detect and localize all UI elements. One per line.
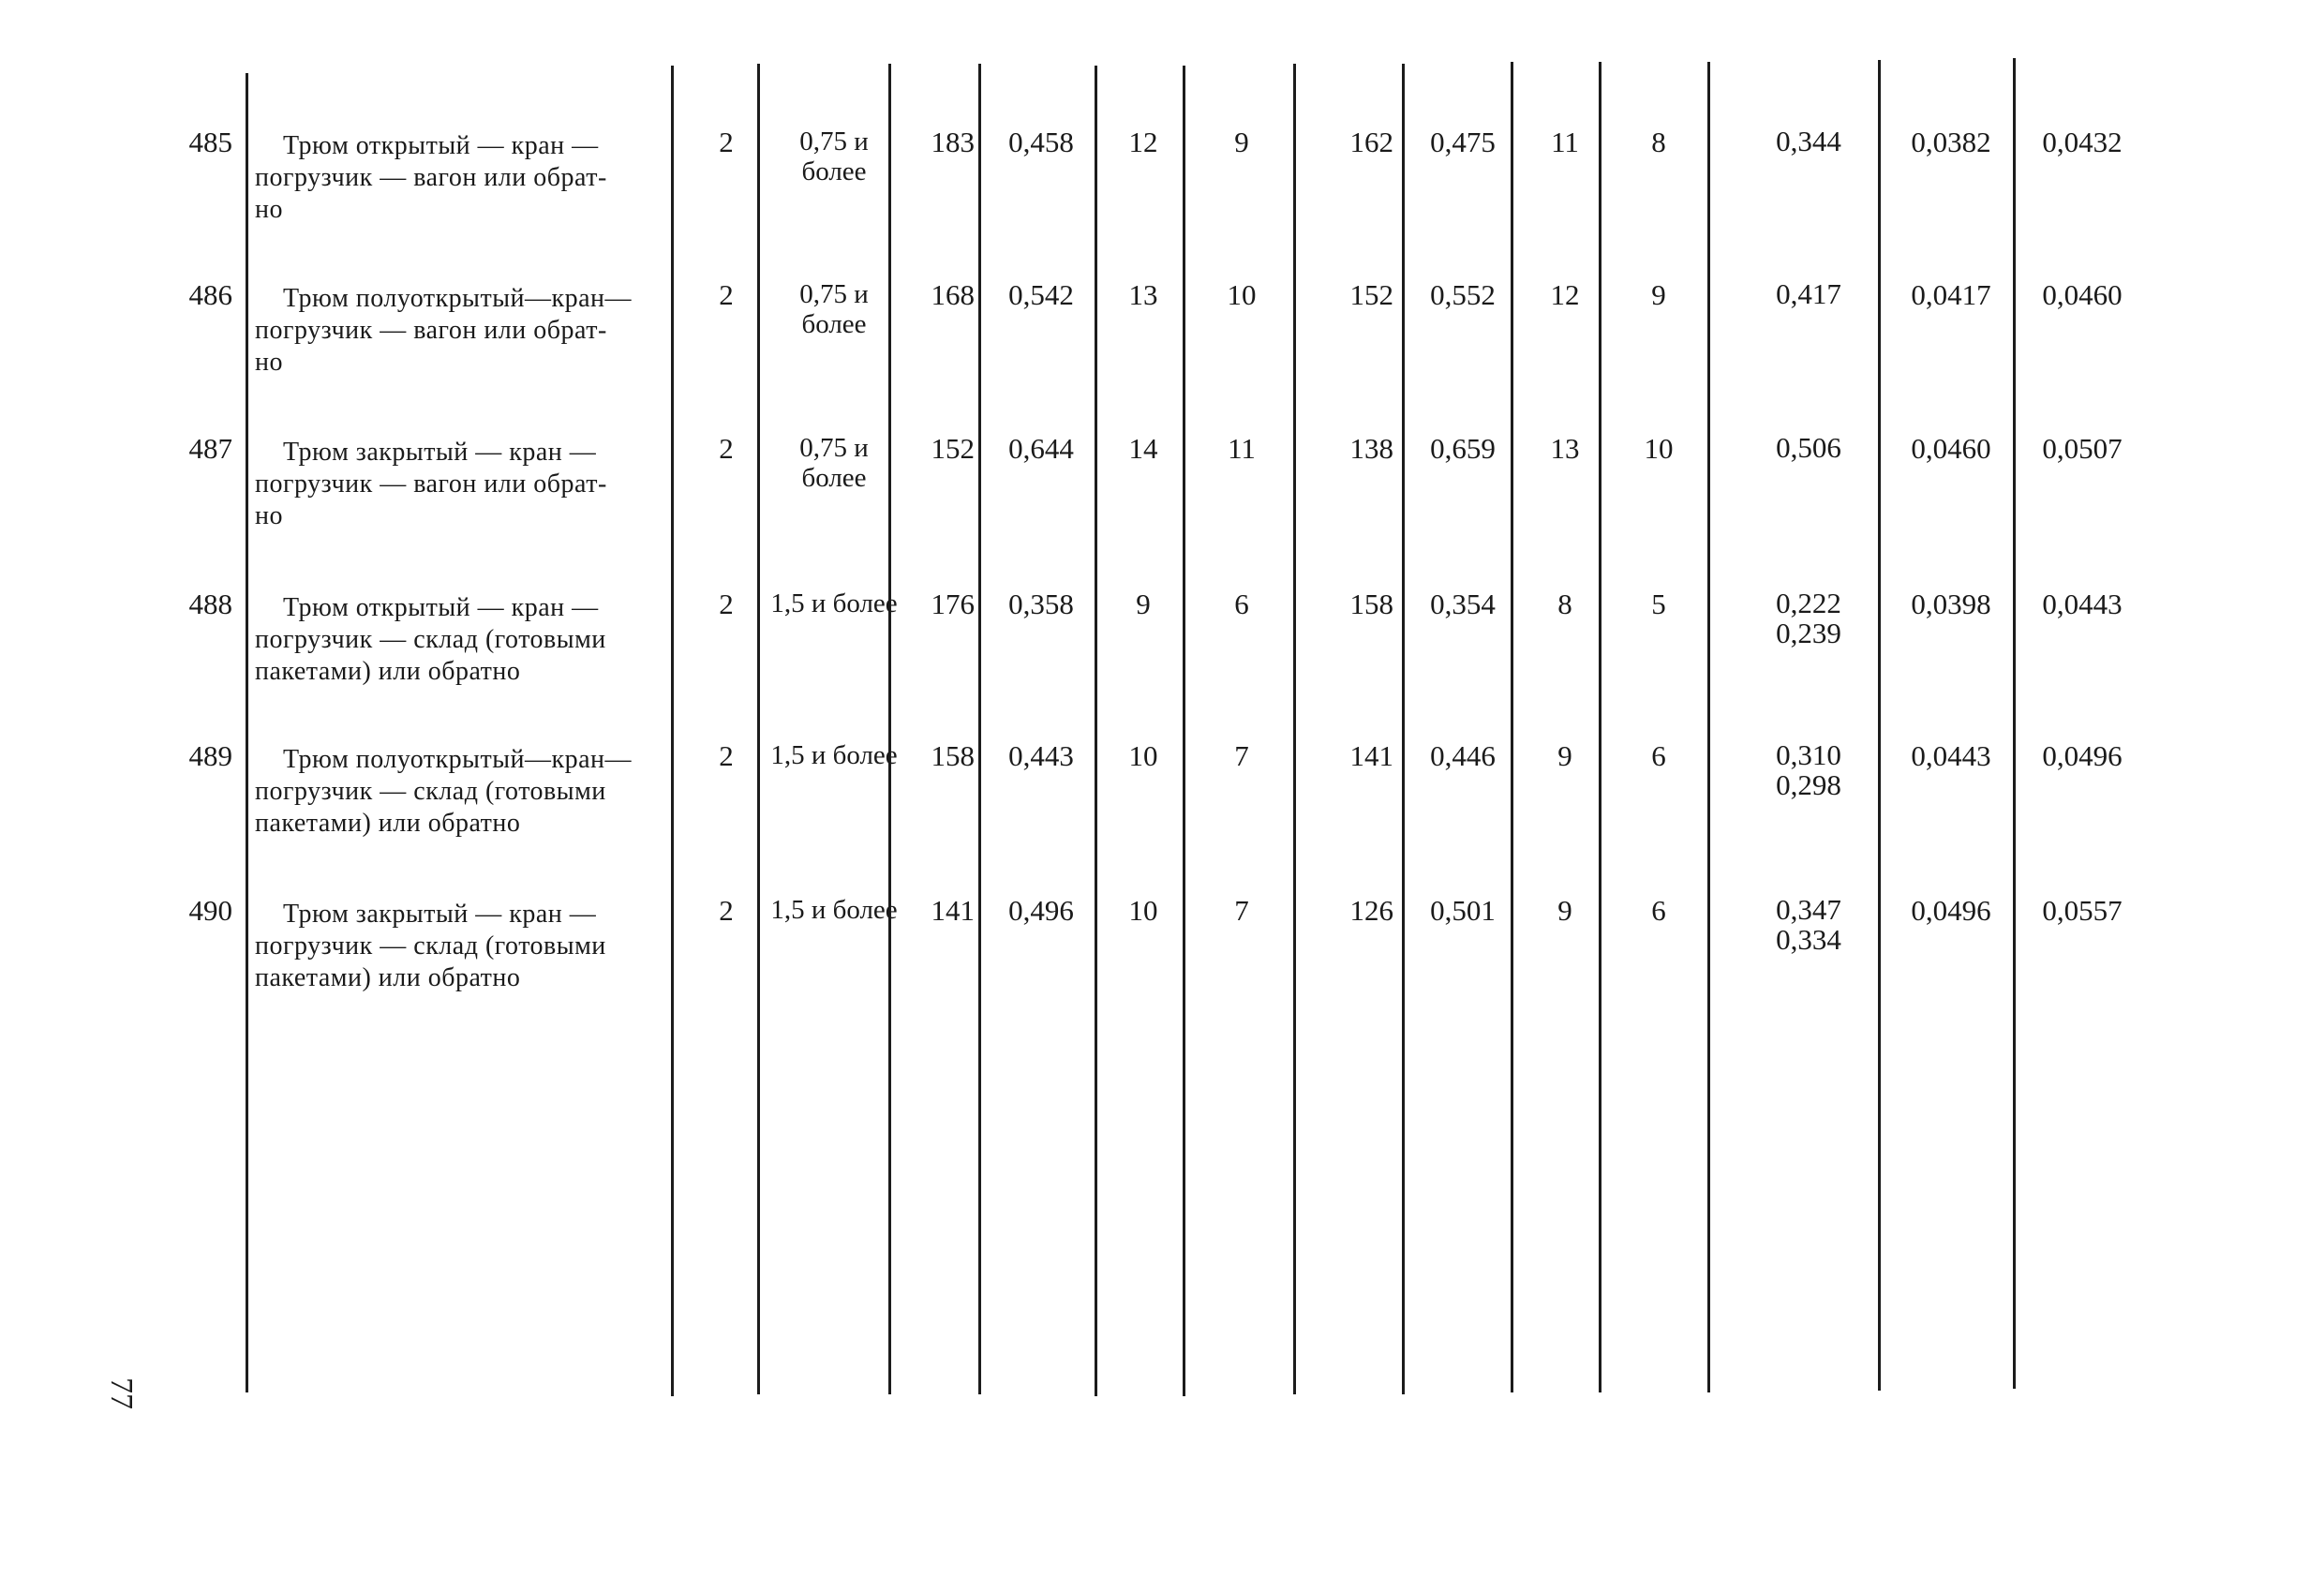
- page-number: 77: [104, 1377, 139, 1409]
- cell-c4: 168: [931, 278, 975, 311]
- cell-c3: 0,75 и более: [799, 279, 869, 339]
- table-row: [0, 895, 2324, 1045]
- cell-c5: 0,542: [1008, 278, 1074, 311]
- cell-c13: 0,0398: [1911, 588, 1991, 620]
- cell-c11: 8: [1651, 126, 1666, 158]
- cell-c2: 2: [719, 739, 734, 772]
- cell-c10: 9: [1557, 739, 1572, 772]
- cell-c4: 141: [931, 894, 975, 927]
- cell-c13: 0,0382: [1911, 126, 1991, 158]
- cell-c10: 11: [1551, 126, 1579, 158]
- cell-c14: 0,0460: [2042, 278, 2123, 311]
- cell-c5: 0,358: [1008, 588, 1074, 620]
- cell-c10: 13: [1550, 432, 1580, 465]
- cell-c7: 7: [1234, 894, 1249, 927]
- row-number: 489: [188, 739, 232, 772]
- cell-c11: 6: [1651, 894, 1666, 927]
- cell-c2: 2: [719, 126, 734, 158]
- cell-c2: 2: [719, 432, 734, 465]
- cell-c6: 12: [1128, 126, 1158, 158]
- cell-c7: 6: [1234, 588, 1249, 620]
- cell-c9: 0,501: [1430, 894, 1496, 927]
- cell-c3: 1,5 и более: [770, 588, 898, 618]
- cell-c8: 141: [1349, 739, 1393, 772]
- cell-c7: 10: [1227, 278, 1257, 311]
- cell-c6: 14: [1128, 432, 1158, 465]
- cell-c13: 0,0443: [1911, 739, 1991, 772]
- cell-c3: 1,5 и более: [770, 895, 898, 925]
- cell-c4: 183: [931, 126, 975, 158]
- cell-c14: 0,0557: [2042, 894, 2123, 927]
- cell-c12: 0,344: [1776, 125, 1841, 157]
- cell-c10: 9: [1557, 894, 1572, 927]
- cell-c7: 11: [1228, 432, 1256, 465]
- cell-c9: 0,475: [1430, 126, 1496, 158]
- cell-c14: 0,0496: [2042, 739, 2123, 772]
- cell-c12: 0,347 0,334: [1776, 893, 1841, 956]
- cell-c12: 0,222 0,239: [1776, 587, 1841, 649]
- cell-c7: 9: [1234, 126, 1249, 158]
- operation-description: Трюм закрытый — кран — погрузчик — склад (готовыми пакетами) или обратно: [255, 900, 606, 992]
- cell-c13: 0,0496: [1911, 894, 1991, 927]
- cell-c10: 12: [1550, 278, 1580, 311]
- cell-c3: 0,75 и более: [799, 127, 869, 186]
- table-row: [0, 433, 2324, 583]
- table-row: [0, 279, 2324, 429]
- cell-c13: 0,0460: [1911, 432, 1991, 465]
- operation-description: Трюм открытый — кран — погрузчик — вагон или обрат- но: [255, 131, 607, 224]
- operation-description: Трюм полуоткрытый—кран— погрузчик — вагон или обрат- но: [255, 284, 633, 377]
- cell-c4: 158: [931, 739, 975, 772]
- cell-c8: 152: [1349, 278, 1393, 311]
- cell-c12: 0,310 0,298: [1776, 738, 1841, 801]
- table-row: [0, 588, 2324, 738]
- operation-description: Трюм полуоткрытый—кран— погрузчик — склад (готовыми пакетами) или обратно: [255, 745, 633, 838]
- operation-description: Трюм открытый — кран — погрузчик — склад (готовыми пакетами) или обратно: [255, 593, 606, 686]
- cell-c8: 162: [1349, 126, 1393, 158]
- table-row: [0, 127, 2324, 276]
- cell-c4: 152: [931, 432, 975, 465]
- cell-c9: 0,446: [1430, 739, 1496, 772]
- cell-c14: 0,0432: [2042, 126, 2123, 158]
- row-number: 486: [188, 278, 232, 311]
- cell-c8: 158: [1349, 588, 1393, 620]
- row-number: 488: [188, 588, 232, 620]
- cell-c8: 138: [1349, 432, 1393, 465]
- cell-c12: 0,417: [1776, 277, 1841, 310]
- cell-c13: 0,0417: [1911, 278, 1991, 311]
- cell-c6: 10: [1128, 739, 1158, 772]
- cell-c9: 0,659: [1430, 432, 1496, 465]
- cell-c9: 0,354: [1430, 588, 1496, 620]
- cell-c5: 0,644: [1008, 432, 1074, 465]
- row-number: 490: [188, 894, 232, 927]
- cell-c5: 0,496: [1008, 894, 1074, 927]
- cell-c6: 10: [1128, 894, 1158, 927]
- cell-c6: 13: [1128, 278, 1158, 311]
- cell-c11: 5: [1651, 588, 1666, 620]
- cell-c7: 7: [1234, 739, 1249, 772]
- cell-c8: 126: [1349, 894, 1393, 927]
- cell-c5: 0,443: [1008, 739, 1074, 772]
- cell-c4: 176: [931, 588, 975, 620]
- cell-c11: 9: [1651, 278, 1666, 311]
- cell-c11: 6: [1651, 739, 1666, 772]
- cell-c11: 10: [1644, 432, 1674, 465]
- cell-c5: 0,458: [1008, 126, 1074, 158]
- cell-c3: 1,5 и более: [770, 740, 898, 770]
- row-number: 485: [188, 126, 232, 158]
- cell-c2: 2: [719, 278, 734, 311]
- cell-c3: 0,75 и более: [799, 433, 869, 493]
- cell-c14: 0,0507: [2042, 432, 2123, 465]
- operation-description: Трюм закрытый — кран — погрузчик — вагон или обрат- но: [255, 438, 607, 530]
- cell-c9: 0,552: [1430, 278, 1496, 311]
- cell-c6: 9: [1136, 588, 1151, 620]
- row-number: 487: [188, 432, 232, 465]
- cell-c10: 8: [1557, 588, 1572, 620]
- cell-c2: 2: [719, 588, 734, 620]
- table-row: [0, 740, 2324, 890]
- cell-c14: 0,0443: [2042, 588, 2123, 620]
- cell-c2: 2: [719, 894, 734, 927]
- cell-c12: 0,506: [1776, 431, 1841, 464]
